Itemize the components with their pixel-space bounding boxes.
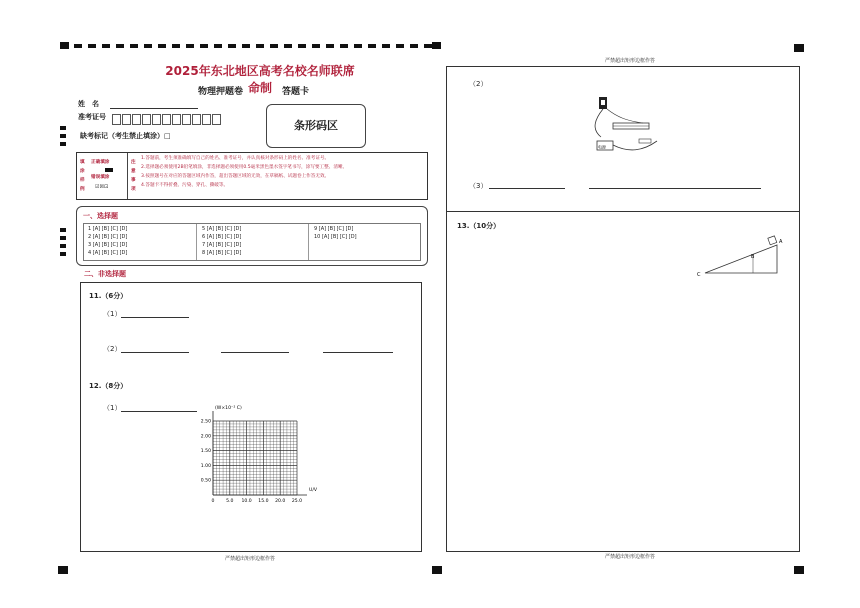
q11-answer-2a[interactable] (121, 352, 189, 353)
choice-10[interactable]: 10 [A] [B] [C] [D] (314, 234, 357, 240)
corner-mark (432, 566, 442, 574)
triangle-diagram (697, 231, 787, 279)
right-answer-3b[interactable] (589, 188, 761, 189)
right-part3-label: （3） (469, 182, 488, 190)
exam-no-label: 准考证号 (78, 113, 106, 121)
absent-label[interactable]: 缺考标记（考生禁止填涂）□ (80, 132, 171, 140)
q11-label: 11.（6分） (89, 292, 128, 300)
tri-b: B (751, 254, 755, 260)
choice-2[interactable]: 2 [A] [B] [C] [D] (88, 234, 128, 240)
q11-part1: （1） (103, 310, 122, 318)
y-tick-label: 2.00 (200, 434, 211, 440)
wrong-fill-sample: ☑☒⊡ (95, 184, 109, 190)
x-tick-label: 0 (211, 499, 215, 504)
choice-9[interactable]: 9 [A] [B] [C] [D] (314, 226, 354, 232)
choice-5[interactable]: 5 [A] [B] [C] [D] (202, 226, 242, 232)
x-tick-label: 20.0 (275, 499, 286, 504)
correct-fill-sample (105, 168, 113, 172)
section-choice (76, 206, 428, 266)
barcode-label: 条形码区 (294, 119, 338, 132)
section1-title: 一、选择题 (83, 212, 118, 220)
notice-box (76, 152, 428, 200)
corner-mark (60, 42, 69, 49)
paper-name: 物理押题卷 (198, 87, 244, 97)
right-answer-area (446, 66, 800, 552)
fill-sample-label: 填涂样例 (80, 160, 85, 192)
footer-right-bottom: 严禁超出矩形边框作答 (604, 554, 655, 560)
x-tick-label: 10.0 (241, 499, 252, 504)
corner-mark (432, 42, 441, 49)
q13-label: 13.（10分） (457, 222, 501, 230)
y-tick-label: 2.50 (200, 419, 211, 425)
power-label: 电源 (598, 144, 606, 150)
notice-1: 1.答题前，考生须准确填写自己的姓名、准考证号，并认真核对条形码上的姓名、准考证号。 (141, 156, 330, 161)
name-label: 姓 名 (78, 100, 99, 108)
q12-graph[interactable] (191, 406, 331, 519)
right-part2-label: （2） (469, 80, 488, 88)
choice-8[interactable]: 8 [A] [B] [C] [D] (202, 250, 242, 256)
right-answer-3a[interactable] (489, 188, 565, 189)
wrong-fill-label: 错误填涂 (91, 175, 110, 180)
y-tick-label: 1.50 (200, 449, 211, 455)
notice-3: 3.按照题号在对应的答题区域内作答，超出答题区域的无效，在草稿纸、试题卷上作答无效。 (141, 174, 330, 179)
footer-left: 严禁超出矩形边框作答 (224, 556, 275, 562)
notice-4: 4.答题卡不得折叠、污染、穿孔、撕破等。 (141, 183, 229, 188)
choice-6[interactable]: 6 [A] [B] [C] [D] (202, 234, 242, 240)
card-name: 答题卡 (282, 87, 310, 97)
notice-label: 注意事项 (131, 160, 136, 192)
y-tick-label: 1.00 (200, 463, 211, 469)
footer-right-top: 严禁超出矩形边框作答 (604, 58, 655, 64)
x-tick-label: 15.0 (258, 499, 269, 504)
circuit-diagram (577, 93, 667, 157)
choice-7[interactable]: 7 [A] [B] [C] [D] (202, 242, 242, 248)
y-tick-label: 0.50 (200, 478, 211, 484)
choice-4[interactable]: 4 [A] [B] [C] [D] (88, 250, 128, 256)
notice-2: 2.选择题必须使用2B铅笔填涂，非选择题必须使用0.5毫米黑色墨水签字笔书写，涂写要工整、清晰。 (141, 165, 348, 170)
choice-1[interactable]: 1 [A] [B] [C] [D] (88, 226, 128, 232)
top-dash-border (60, 44, 440, 48)
barcode-area (266, 104, 366, 148)
corner-mark (58, 566, 68, 574)
correct-fill-label: 正确填涂 (91, 160, 110, 165)
page-title: 2025年东北地区高考名校名师联席命制 (165, 64, 355, 95)
corner-mark (794, 566, 804, 574)
tri-a: A (779, 239, 783, 245)
exam-no-boxes[interactable] (112, 109, 222, 128)
section2-title: 二、非选择题 (84, 270, 126, 278)
section-free-response (80, 282, 422, 552)
choice-grid (83, 223, 421, 261)
q11-answer-2c[interactable] (323, 352, 393, 353)
q11-part2: （2） (103, 345, 122, 353)
q12-label: 12.（8分） (89, 382, 128, 390)
corner-mark (794, 44, 804, 52)
y-axis-label: (W×10⁻² C) (215, 406, 242, 411)
q11-answer-2b[interactable] (221, 352, 289, 353)
q12-part1: （1） (103, 404, 122, 412)
q11-answer-1[interactable] (121, 317, 189, 318)
choice-3[interactable]: 3 [A] [B] [C] [D] (88, 242, 128, 248)
x-tick-label: 5.0 (226, 499, 234, 504)
tri-c: C (697, 272, 701, 278)
x-axis-label: U/V (309, 488, 318, 493)
q12-answer-1[interactable] (121, 411, 197, 412)
x-tick-label: 25.0 (291, 499, 303, 504)
